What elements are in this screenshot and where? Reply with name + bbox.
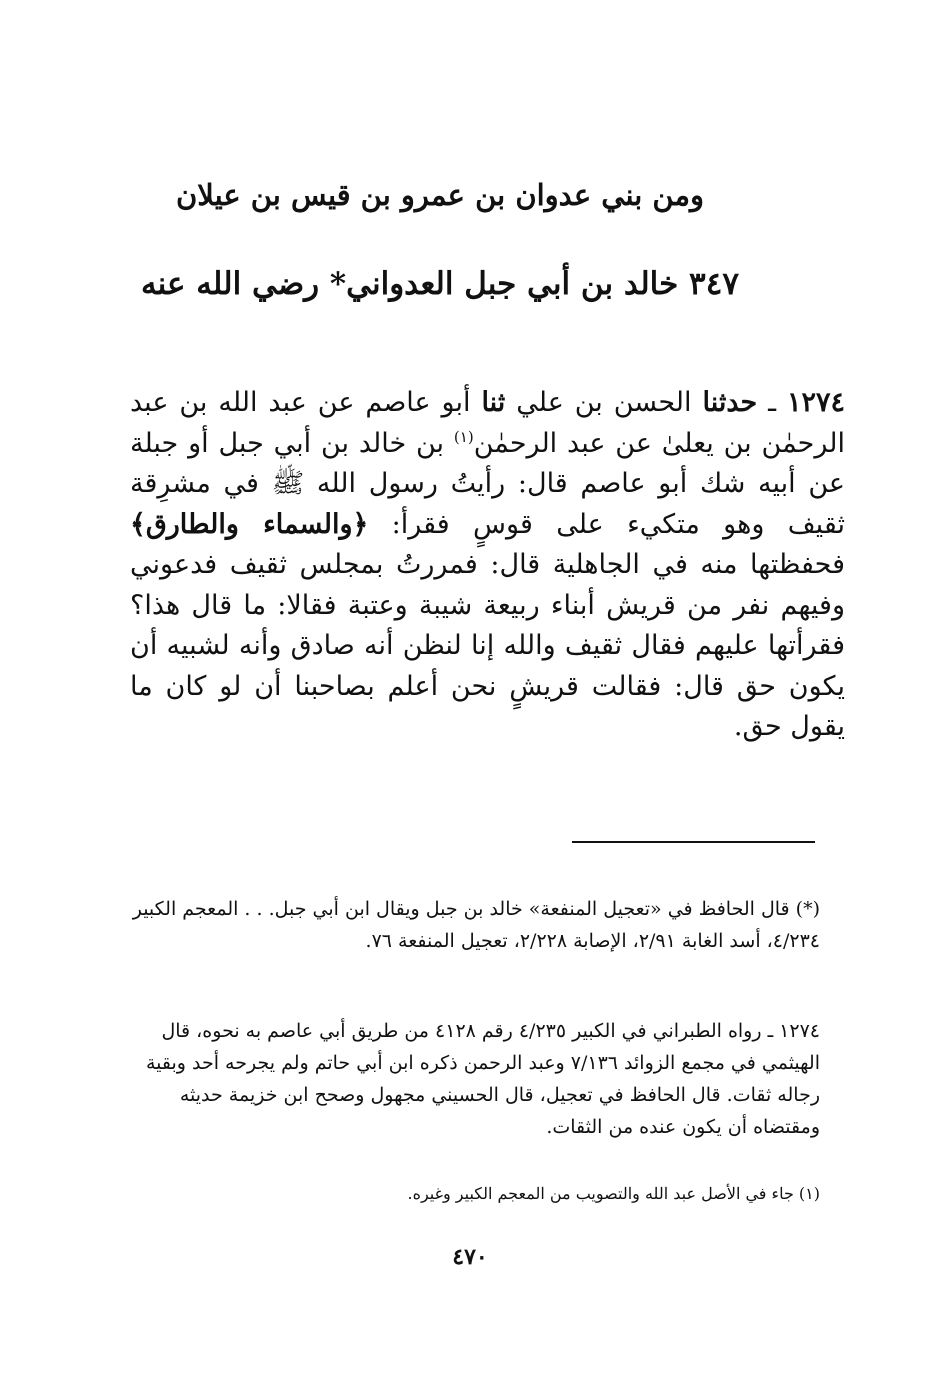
narration-short: ثنا xyxy=(481,387,506,418)
footnote-divider xyxy=(572,841,815,843)
page-number: ٤٧٠ xyxy=(452,1244,488,1270)
hadith-text-part2: أبو عاصم عن عبد الله بن عبد الرحمٰن بن يعلىٰ عن عبد الرحمٰن xyxy=(130,387,845,459)
hadith-text-part4: فحفظتها منه في الجاهلية قال: فمررتُ بمجلس ثقيف فدعوني وفيهم نفر من قريش أبناء ربيعة شيبة وعتبة فقالا: ما قال هذا؟ فقرأتها عليهم فقال ثقيف والله إنا لنظن أنه صادق وأنه لشبيه أن يكون حق قال: فقالت قريشٍ نحن أعلم بصاحبنا أن لو كان ما يقول حق. xyxy=(130,549,846,742)
footnote-hadith-1274-text: ١٢٧٤ ـ رواه الطبراني في الكبير ٤/٢٣٥ رقم ٤١٢٨ من طريق أبي عاصم به نحوه، قال الهيثمي في مجمع الزوائد ٧/١٣٦ وعبد الرحمن ذكره ابن أبي حاتم ولم يجرحه أحد وبقية رجاله ثقات. قال الحافظ في تعجيل، قال الحسيني مجهول وصحح ابن خزيمة حديثه ومقتضاه أن يكون عنده من الثقات. xyxy=(145,1020,820,1138)
biography-heading: ٣٤٧ خالد بن أبي جبل العدواني* رضي الله عنه xyxy=(140,266,739,302)
section-heading: ومن بني عدوان بن عمرو بن قيس بن عيلان xyxy=(175,178,705,212)
hadith-text-part3: بن خالد بن أبي جبل أو جبلة عن أبيه شك أبو عاصم قال: رأيتُ رسول الله ﷺ في مشرِقة ثقيف وهو متكيء على قوسٍ فقرأ: xyxy=(130,427,845,540)
footnote-star xyxy=(110,893,820,957)
footnote-1 xyxy=(110,1181,820,1207)
footnote-star-text: (*) قال الحافظ في «تعجيل المنفعة» خالد بن جبل ويقال ابن أبي جبل. . . المعجم الكبير ٤/٢٣٤، أسد الغابة ٢/٩١، الإصابة ٢/٢٢٨، تعجيل المنفعة ٧٦. xyxy=(132,898,820,952)
quran-quote: ﴿والسماء والطارق﴾ xyxy=(130,508,369,540)
hadith-text-part1: الحسن بن علي xyxy=(505,387,703,418)
hadith-dash: ـ xyxy=(757,387,787,418)
footnote-1-text: (١) جاء في الأصل عبد الله والتصويب من المعجم الكبير وغيره. xyxy=(407,1184,820,1203)
hadith-text xyxy=(130,383,845,748)
footnote-hadith-1274 xyxy=(110,1015,820,1143)
footnote-reference: (١) xyxy=(453,427,474,446)
narration-word: حدثنا xyxy=(702,387,758,418)
hadith-number: ١٢٧٤ xyxy=(787,387,846,418)
